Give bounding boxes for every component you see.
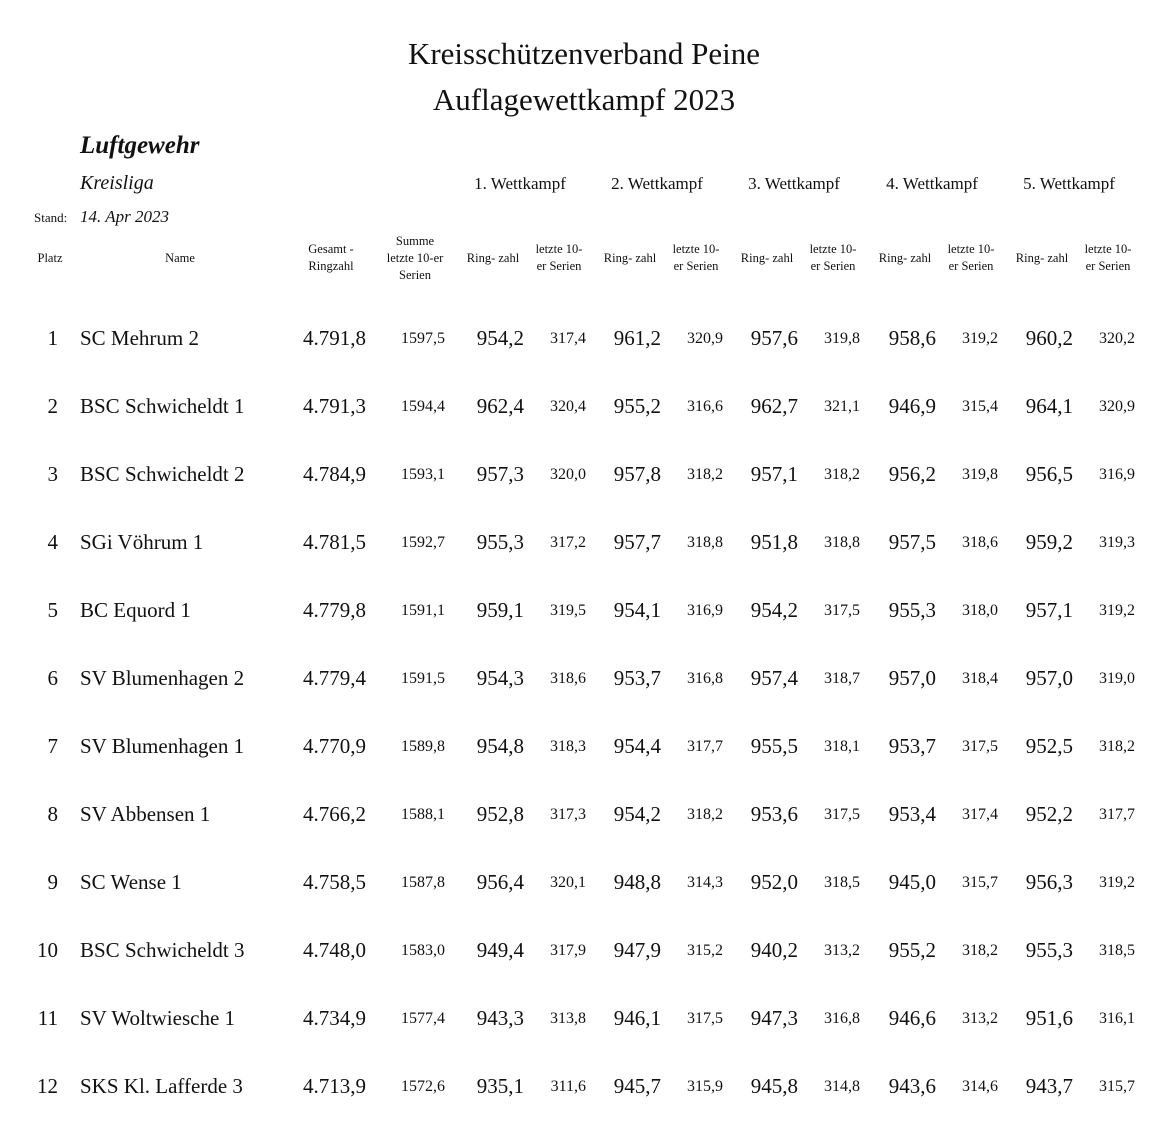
series-score-cell-2: 316,6 (687, 398, 723, 415)
series-score-cell-3: 318,1 (824, 738, 860, 755)
ring-score-cell-5: 955,3 (1025, 938, 1073, 962)
club-name-cell: BC Equord 1 (80, 598, 191, 622)
series-score-cell-1: 317,2 (550, 534, 586, 551)
rank-cell: 9 (47, 870, 58, 894)
table-row (0, 326, 1168, 366)
ring-score-cell-4: 955,2 (888, 938, 936, 962)
series-sum-cell: 1588,1 (401, 806, 445, 823)
ring-score-cell-3: 957,4 (750, 666, 798, 690)
column-header-name: Name (165, 251, 195, 265)
discipline-heading: Luftgewehr (80, 132, 200, 159)
series-score-cell-4: 318,0 (962, 602, 998, 619)
series-score-cell-1: 317,4 (550, 330, 586, 347)
table-row (0, 870, 1168, 910)
series-score-cell-4: 319,8 (962, 466, 998, 483)
column-header-serien-2: letzte 10- er Serien (672, 242, 720, 273)
series-sum-cell: 1597,5 (401, 330, 445, 347)
series-score-cell-4: 318,2 (962, 942, 998, 959)
competition-heading-5: 5. Wettkampf (1023, 174, 1115, 193)
table-row (0, 394, 1168, 434)
series-score-cell-4: 319,2 (962, 330, 998, 347)
series-score-cell-3: 318,7 (824, 670, 860, 687)
series-sum-cell: 1589,8 (401, 738, 445, 755)
series-score-cell-5: 318,2 (1099, 738, 1135, 755)
ring-score-cell-2: 955,2 (613, 394, 661, 418)
total-score-cell: 4.766,2 (303, 802, 366, 826)
ring-score-cell-4: 945,0 (888, 870, 936, 894)
competition-heading-2: 2. Wettkampf (611, 174, 703, 193)
series-score-cell-3: 319,8 (824, 330, 860, 347)
series-score-cell-3: 318,2 (824, 466, 860, 483)
ring-score-cell-3: 940,2 (750, 938, 798, 962)
total-score-cell: 4.791,8 (303, 326, 366, 350)
series-score-cell-1: 319,5 (550, 602, 586, 619)
ring-score-cell-5: 952,5 (1025, 734, 1073, 758)
club-name-cell: SKS Kl. Lafferde 3 (80, 1074, 243, 1098)
series-sum-cell: 1591,5 (401, 670, 445, 687)
series-sum-cell: 1594,4 (401, 398, 445, 415)
ring-score-cell-2: 957,8 (613, 462, 661, 486)
series-score-cell-1: 313,8 (550, 1010, 586, 1027)
series-score-cell-1: 320,1 (550, 874, 586, 891)
ring-score-cell-5: 943,7 (1025, 1074, 1073, 1098)
series-score-cell-5: 320,9 (1099, 398, 1135, 415)
series-score-cell-5: 316,1 (1099, 1010, 1135, 1027)
series-score-cell-1: 317,3 (550, 806, 586, 823)
club-name-cell: SGi Vöhrum 1 (80, 530, 204, 554)
document-subtitle: Auflagewettkampf 2023 (432, 82, 736, 117)
ring-score-cell-5: 957,1 (1025, 598, 1073, 622)
rank-cell: 12 (37, 1074, 58, 1098)
series-score-cell-5: 315,7 (1099, 1078, 1135, 1095)
ring-score-cell-4: 946,6 (888, 1006, 936, 1030)
table-row (0, 530, 1168, 570)
table-row (0, 462, 1168, 502)
ring-score-cell-2: 957,7 (613, 530, 661, 554)
league-heading: Kreisliga (80, 172, 154, 194)
ring-score-cell-1: 935,1 (476, 1074, 524, 1098)
series-score-cell-3: 316,8 (824, 1010, 860, 1027)
table-row (0, 1006, 1168, 1046)
club-name-cell: SC Wense 1 (80, 870, 182, 894)
ring-score-cell-1: 959,1 (476, 598, 524, 622)
series-score-cell-3: 317,5 (824, 602, 860, 619)
table-row (0, 666, 1168, 706)
rank-cell: 10 (37, 938, 58, 962)
ring-score-cell-5: 957,0 (1025, 666, 1073, 690)
ring-score-cell-3: 952,0 (750, 870, 798, 894)
table-row (0, 598, 1168, 638)
series-score-cell-2: 320,9 (687, 330, 723, 347)
ring-score-cell-1: 952,8 (476, 802, 524, 826)
rank-cell: 1 (47, 326, 58, 350)
series-score-cell-3: 318,5 (824, 874, 860, 891)
competition-heading-1: 1. Wettkampf (474, 174, 566, 193)
ring-score-cell-3: 953,6 (750, 802, 798, 826)
series-score-cell-1: 311,6 (550, 1078, 586, 1095)
ring-score-cell-1: 957,3 (476, 462, 524, 486)
series-score-cell-5: 319,0 (1099, 670, 1135, 687)
ring-score-cell-5: 960,2 (1025, 326, 1073, 350)
ring-score-cell-3: 955,5 (750, 734, 798, 758)
series-sum-cell: 1591,1 (401, 602, 445, 619)
total-score-cell: 4.758,5 (303, 870, 366, 894)
series-score-cell-2: 318,2 (687, 466, 723, 483)
ring-score-cell-4: 957,5 (888, 530, 936, 554)
club-name-cell: BSC Schwicheldt 2 (80, 462, 245, 486)
series-score-cell-4: 315,7 (962, 874, 998, 891)
series-score-cell-4: 313,2 (962, 1010, 998, 1027)
series-sum-cell: 1587,8 (401, 874, 445, 891)
series-score-cell-4: 318,6 (962, 534, 998, 551)
club-name-cell: SV Blumenhagen 2 (80, 666, 245, 690)
ring-score-cell-5: 956,3 (1025, 870, 1073, 894)
ring-score-cell-2: 954,1 (613, 598, 661, 622)
series-score-cell-3: 314,8 (824, 1078, 860, 1095)
series-score-cell-2: 314,3 (687, 874, 723, 891)
rank-cell: 8 (47, 802, 58, 826)
ring-score-cell-4: 955,3 (888, 598, 936, 622)
ring-score-cell-5: 951,6 (1025, 1006, 1073, 1030)
ring-score-cell-2: 961,2 (613, 326, 661, 350)
series-score-cell-1: 317,9 (550, 942, 586, 959)
series-score-cell-2: 318,2 (687, 806, 723, 823)
rank-cell: 7 (47, 734, 58, 758)
table-row (0, 938, 1168, 978)
series-score-cell-5: 317,7 (1099, 806, 1135, 823)
series-score-cell-2: 318,8 (687, 534, 723, 551)
stand-date: 14. Apr 2023 (80, 207, 169, 226)
column-header-gesamt: Gesamt - Ringzahl (308, 242, 354, 273)
column-header-serien-4: letzte 10- er Serien (947, 242, 995, 273)
series-score-cell-5: 319,2 (1099, 874, 1135, 891)
ring-score-cell-4: 953,7 (888, 734, 936, 758)
series-score-cell-4: 315,4 (962, 398, 998, 415)
series-score-cell-4: 318,4 (962, 670, 998, 687)
series-score-cell-3: 321,1 (824, 398, 860, 415)
ring-score-cell-2: 945,7 (613, 1074, 661, 1098)
total-score-cell: 4.779,4 (303, 666, 366, 690)
ring-score-cell-1: 954,8 (476, 734, 524, 758)
column-header-serien-1: letzte 10- er Serien (535, 242, 583, 273)
total-score-cell: 4.784,9 (303, 462, 366, 486)
column-header-summe: Summe letzte 10-er Serien (386, 234, 444, 282)
series-score-cell-3: 318,8 (824, 534, 860, 551)
series-score-cell-5: 318,5 (1099, 942, 1135, 959)
ring-score-cell-3: 947,3 (750, 1006, 798, 1030)
table-row (0, 1074, 1168, 1114)
club-name-cell: SV Abbensen 1 (80, 802, 211, 826)
total-score-cell: 4.770,9 (303, 734, 366, 758)
ring-score-cell-1: 955,3 (476, 530, 524, 554)
series-sum-cell: 1572,6 (401, 1078, 445, 1095)
club-name-cell: SV Blumenhagen 1 (80, 734, 245, 758)
series-score-cell-1: 318,6 (550, 670, 586, 687)
rank-cell: 6 (47, 666, 58, 690)
ring-score-cell-1: 962,4 (476, 394, 524, 418)
ring-score-cell-3: 951,8 (750, 530, 798, 554)
competition-heading-4: 4. Wettkampf (886, 174, 978, 193)
total-score-cell: 4.781,5 (303, 530, 366, 554)
series-score-cell-2: 316,9 (687, 602, 723, 619)
column-header-serien-3: letzte 10- er Serien (809, 242, 857, 273)
series-score-cell-5: 319,3 (1099, 534, 1135, 551)
ring-score-cell-2: 946,1 (613, 1006, 661, 1030)
competition-heading-3: 3. Wettkampf (748, 174, 840, 193)
total-score-cell: 4.748,0 (303, 938, 366, 962)
series-sum-cell: 1583,0 (401, 942, 445, 959)
column-header-serien-5: letzte 10- er Serien (1084, 242, 1132, 273)
table-row (0, 734, 1168, 774)
ring-score-cell-1: 954,3 (476, 666, 524, 690)
rank-cell: 4 (47, 530, 58, 554)
ring-score-cell-5: 964,1 (1025, 394, 1073, 418)
rank-cell: 2 (47, 394, 58, 418)
series-score-cell-4: 317,4 (962, 806, 998, 823)
ring-score-cell-5: 959,2 (1025, 530, 1073, 554)
ring-score-cell-5: 952,2 (1025, 802, 1073, 826)
column-header-ringzahl-5: Ring- zahl (1015, 251, 1069, 265)
ring-score-cell-1: 949,4 (476, 938, 524, 962)
total-score-cell: 4.791,3 (303, 394, 366, 418)
ring-score-cell-3: 957,1 (750, 462, 798, 486)
ring-score-cell-2: 953,7 (613, 666, 661, 690)
ring-score-cell-3: 945,8 (750, 1074, 798, 1098)
ring-score-cell-2: 947,9 (613, 938, 661, 962)
series-score-cell-2: 317,5 (687, 1010, 723, 1027)
series-score-cell-5: 316,9 (1099, 466, 1135, 483)
series-score-cell-3: 313,2 (824, 942, 860, 959)
series-score-cell-5: 319,2 (1099, 602, 1135, 619)
table-row (0, 802, 1168, 842)
series-score-cell-1: 320,4 (550, 398, 586, 415)
rank-cell: 5 (47, 598, 58, 622)
ring-score-cell-2: 954,2 (613, 802, 661, 826)
ring-score-cell-3: 962,7 (750, 394, 798, 418)
ring-score-cell-2: 954,4 (613, 734, 661, 758)
club-name-cell: SV Woltwiesche 1 (80, 1006, 236, 1030)
club-name-cell: SC Mehrum 2 (80, 326, 200, 350)
series-score-cell-2: 315,9 (687, 1078, 723, 1095)
series-score-cell-4: 317,5 (962, 738, 998, 755)
series-sum-cell: 1593,1 (401, 466, 445, 483)
ring-score-cell-4: 943,6 (888, 1074, 936, 1098)
column-header-ringzahl-3: Ring- zahl (740, 251, 794, 265)
series-score-cell-5: 320,2 (1099, 330, 1135, 347)
ring-score-cell-4: 946,9 (888, 394, 936, 418)
total-score-cell: 4.734,9 (303, 1006, 366, 1030)
series-score-cell-1: 318,3 (550, 738, 586, 755)
ring-score-cell-2: 948,8 (613, 870, 661, 894)
ring-score-cell-4: 953,4 (888, 802, 936, 826)
series-score-cell-2: 317,7 (687, 738, 723, 755)
document-title: Kreisschützenverband Peine (407, 36, 761, 71)
ring-score-cell-3: 954,2 (750, 598, 798, 622)
rank-cell: 11 (37, 1006, 58, 1030)
stand-label: Stand: (34, 210, 68, 225)
ring-score-cell-1: 956,4 (476, 870, 524, 894)
series-score-cell-1: 320,0 (550, 466, 586, 483)
ring-score-cell-4: 957,0 (888, 666, 936, 690)
ring-score-cell-3: 957,6 (750, 326, 798, 350)
ring-score-cell-5: 956,5 (1025, 462, 1073, 486)
ring-score-cell-4: 958,6 (888, 326, 936, 350)
ring-score-cell-4: 956,2 (888, 462, 936, 486)
series-score-cell-2: 316,8 (687, 670, 723, 687)
column-header-ringzahl-4: Ring- zahl (878, 251, 932, 265)
total-score-cell: 4.713,9 (303, 1074, 366, 1098)
column-header-ringzahl-1: Ring- zahl (466, 251, 520, 265)
series-score-cell-4: 314,6 (962, 1078, 998, 1095)
series-score-cell-2: 315,2 (687, 942, 723, 959)
club-name-cell: BSC Schwicheldt 3 (80, 938, 245, 962)
series-score-cell-3: 317,5 (824, 806, 860, 823)
column-header-ringzahl-2: Ring- zahl (603, 251, 657, 265)
series-sum-cell: 1577,4 (401, 1010, 445, 1027)
column-header-platz: Platz (37, 251, 63, 265)
ring-score-cell-1: 954,2 (476, 326, 524, 350)
series-sum-cell: 1592,7 (401, 534, 445, 551)
club-name-cell: BSC Schwicheldt 1 (80, 394, 245, 418)
rank-cell: 3 (47, 462, 58, 486)
total-score-cell: 4.779,8 (303, 598, 366, 622)
ring-score-cell-1: 943,3 (476, 1006, 524, 1030)
